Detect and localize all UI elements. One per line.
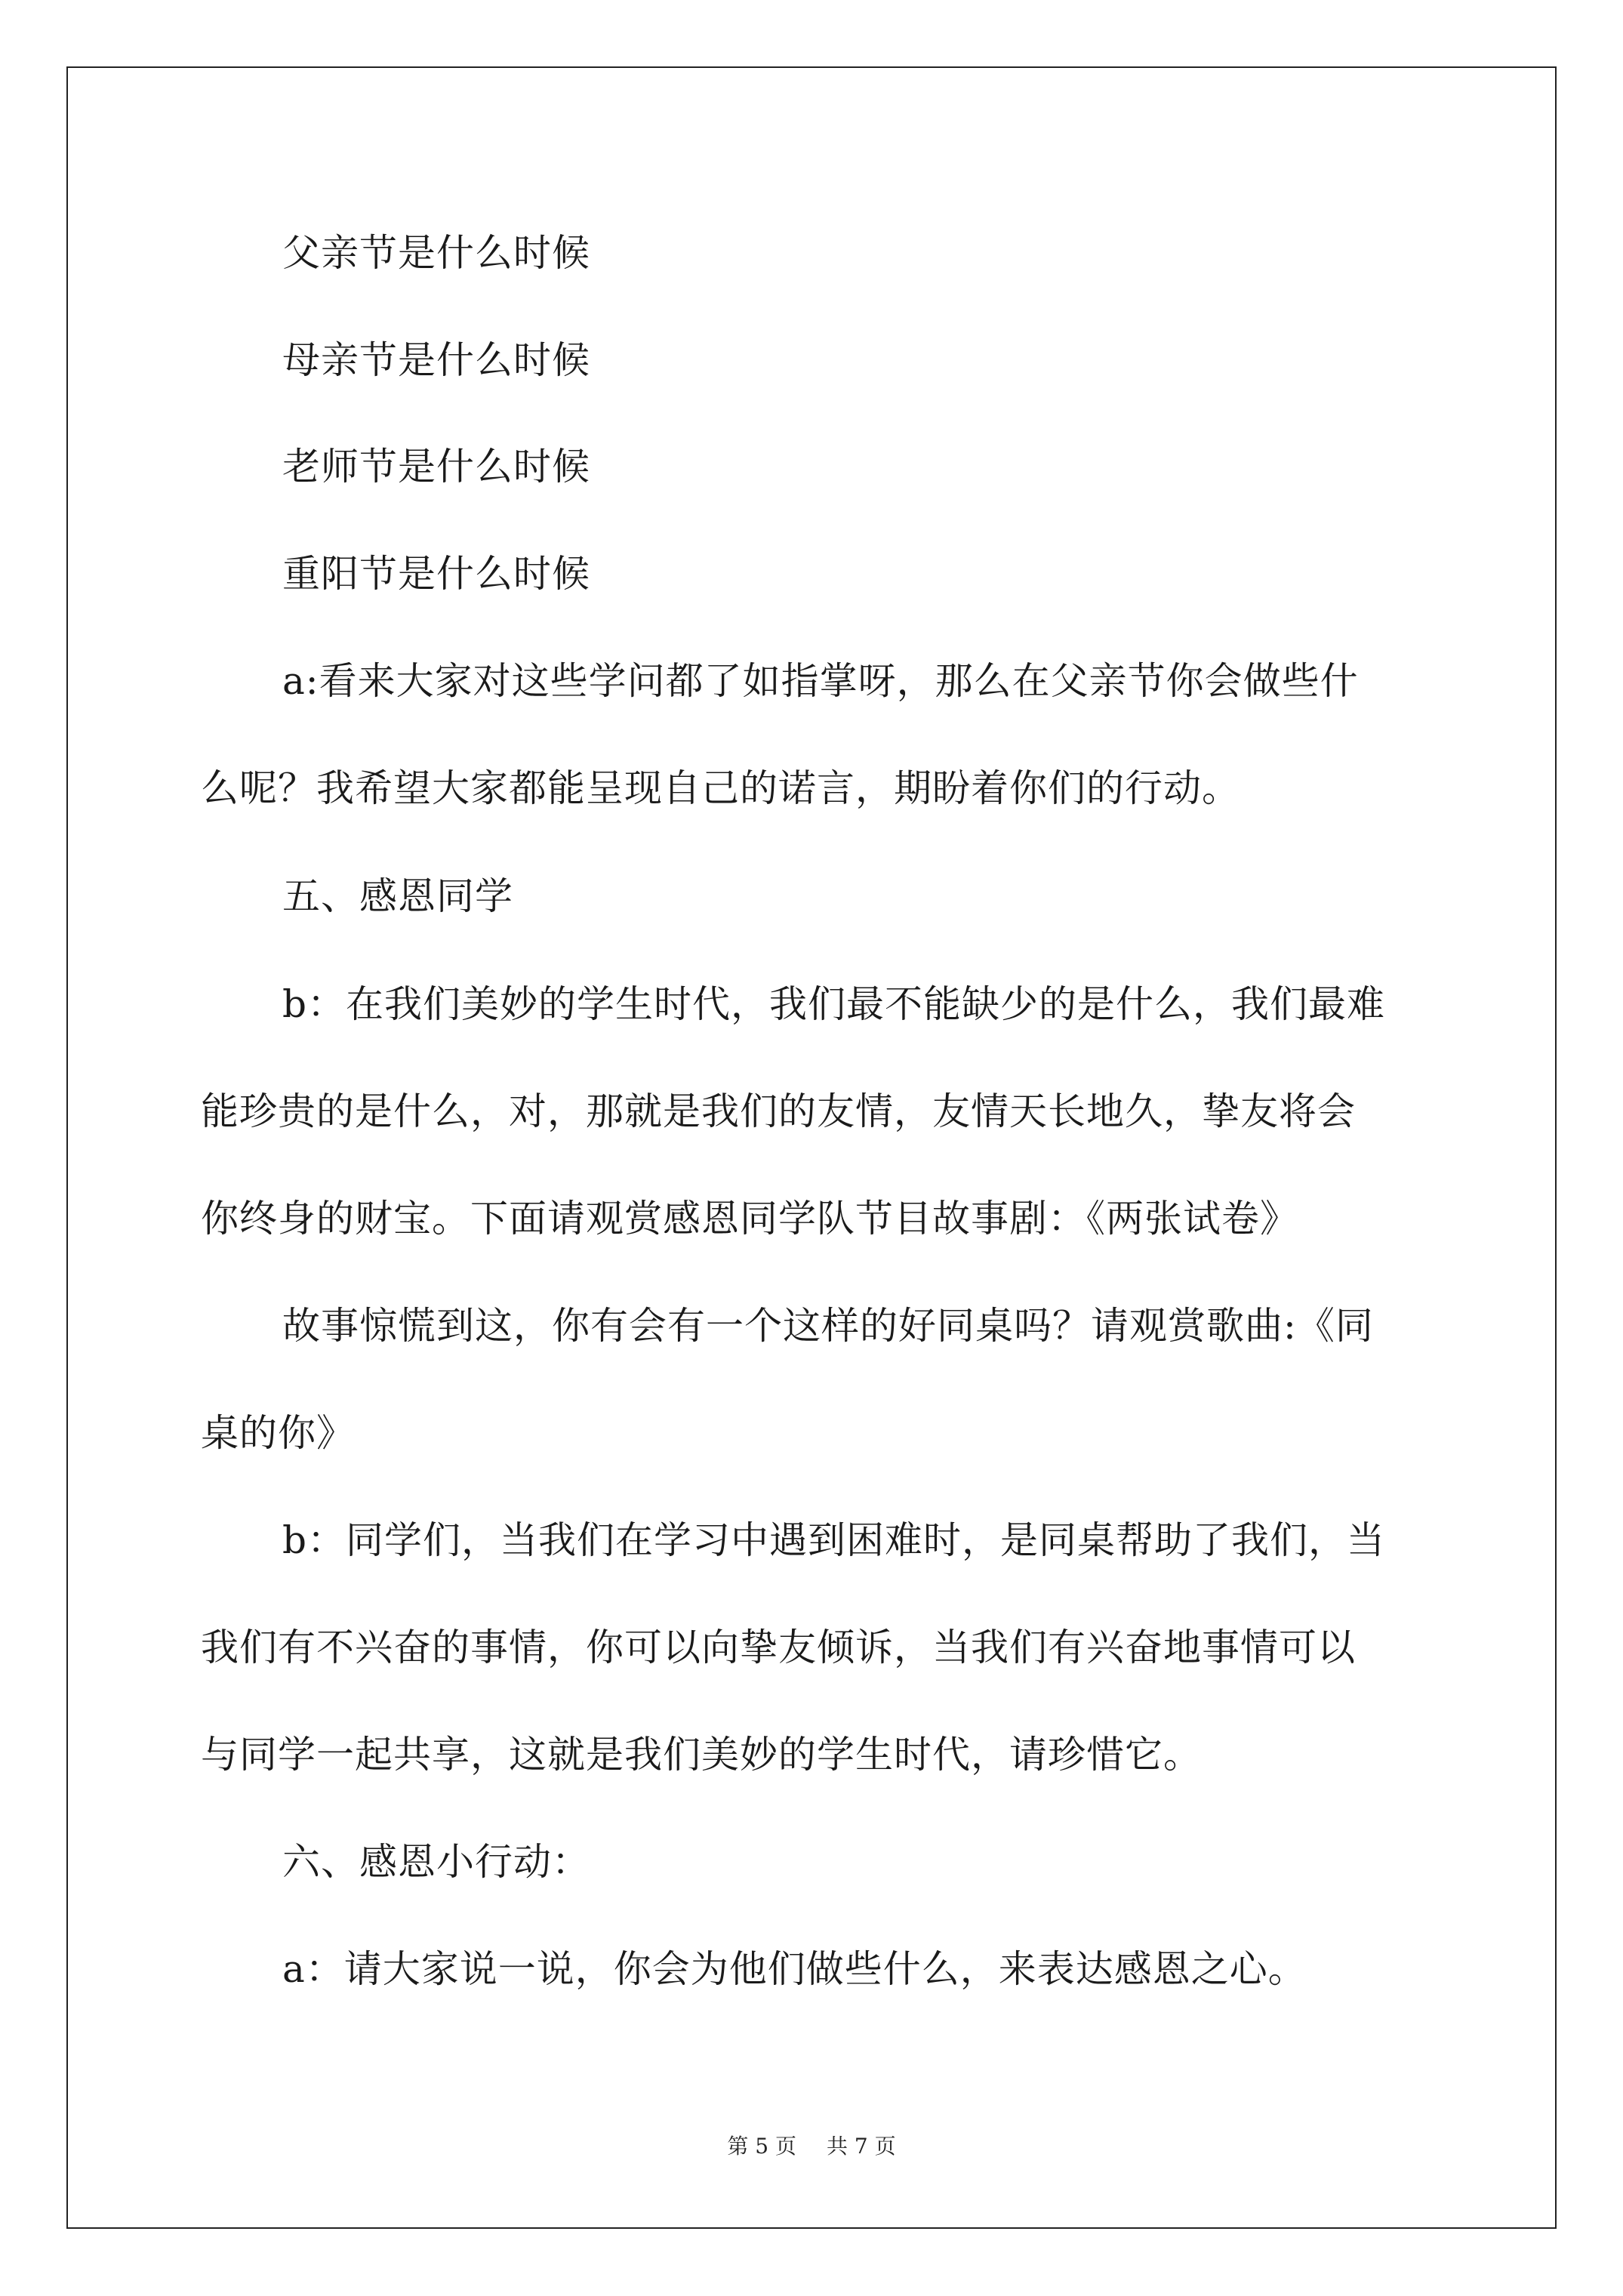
- paragraph-line: 么呢？我希望大家都能呈现自己的诺言，期盼着你们的行动。: [201, 766, 1240, 810]
- paragraph-line: 你终身的财宝。下面请观赏感恩同学队节目故事剧：《两张试卷》: [201, 1197, 1298, 1240]
- section-heading: 六、感恩小行动：: [282, 1840, 590, 1884]
- section-heading: 五、感恩同学: [282, 874, 513, 918]
- paragraph-line: b：同学们，当我们在学习中遇到困难时，是同桌帮助了我们，当: [282, 1518, 1386, 1562]
- paragraph-line: a:看来大家对这些学问都了如指掌呀，那么在父亲节你会做些什: [282, 659, 1359, 703]
- paragraph-line: 父亲节是什么时候: [282, 231, 590, 275]
- paragraph-line: 我们有不兴奋的事情，你可以向挚友倾诉，当我们有兴奋地事情可以: [201, 1626, 1356, 1669]
- page-total: 共 7 页: [827, 2134, 896, 2159]
- paragraph-line: 母亲节是什么时候: [282, 338, 590, 382]
- paragraph-line: 与同学一起共享，这就是我们美妙的学生时代，请珍惜它。: [201, 1733, 1202, 1777]
- paragraph-line: 重阳节是什么时候: [282, 552, 590, 596]
- paragraph-line: 老师节是什么时候: [282, 445, 590, 488]
- paragraph-line: 故事惊慌到这，你有会有一个这样的好同桌吗？请观赏歌曲:《同: [282, 1304, 1374, 1348]
- paragraph-line: 能珍贵的是什么，对，那就是我们的友情，友情天长地久，挚友将会: [201, 1089, 1356, 1133]
- paragraph-line: 桌的你》: [201, 1411, 355, 1455]
- page-number: 第 5 页: [727, 2134, 796, 2159]
- page-border: [66, 66, 1557, 2229]
- page-footer: [0, 2134, 1623, 2159]
- paragraph-line: a：请大家说一说，你会为他们做些什么，来表达感恩之心。: [282, 1947, 1307, 1991]
- paragraph-line: b：在我们美妙的学生时代，我们最不能缺少的是什么，我们最难: [282, 982, 1386, 1026]
